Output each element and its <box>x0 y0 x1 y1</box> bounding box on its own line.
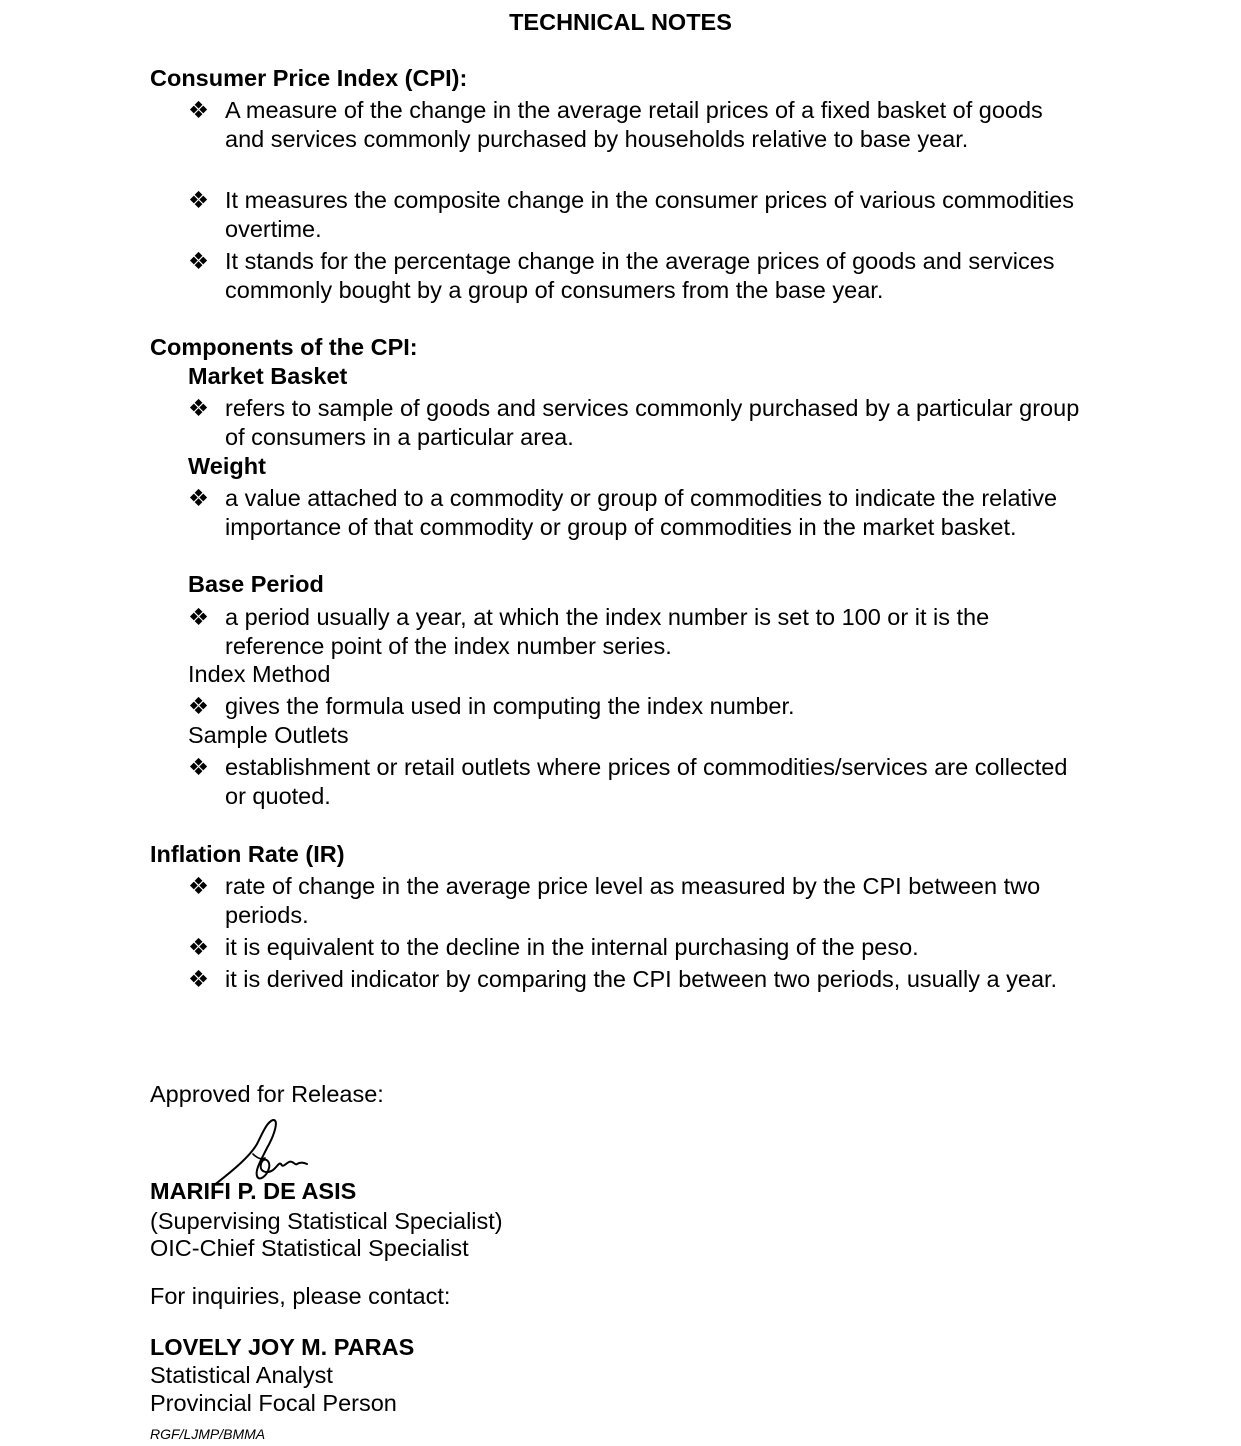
sample-outlets-text: establishment or retail outlets where prices of commodities/services are collected or quoted. <box>225 754 1068 809</box>
cpi-bullet-2 <box>188 186 1088 244</box>
market-basket-text: refers to sample of goods and services commonly purchased by a particular group of consumers in a particular area. <box>225 395 1080 450</box>
contact-role-1: Statistical Analyst <box>150 1362 333 1388</box>
diamond-bullet-icon: ❖ <box>188 966 210 992</box>
base-period-text: a period usually a year, at which the index number is set to 100 or it is the reference point of the index number series. <box>225 604 990 659</box>
inflation-bullet-text: it is derived indicator by comparing the CPI between two periods, usually a year. <box>225 966 1058 992</box>
inflation-bullet-1 <box>188 872 1088 930</box>
sample-outlets-bullet <box>188 753 1088 811</box>
diamond-bullet-icon: ❖ <box>188 187 210 213</box>
contact-role-2: Provincial Focal Person <box>150 1390 397 1416</box>
contact-name: LOVELY JOY M. PARAS <box>150 1334 415 1360</box>
index-method-bullet <box>188 692 1088 721</box>
cpi-bullet-1 <box>188 96 1088 154</box>
approver-role-1: (Supervising Statistical Specialist) <box>150 1208 503 1234</box>
weight-label: Weight <box>188 453 266 479</box>
cpi-heading: Consumer Price Index (CPI): <box>150 65 468 91</box>
sample-outlets-label: Sample Outlets <box>188 722 349 748</box>
cpi-bullet-text: It stands for the percentage change in the average prices of goods and services commonly bought by a group of consumers from the base year. <box>225 248 1055 303</box>
market-basket-label: Market Basket <box>188 363 348 389</box>
cpi-bullet-text: A measure of the change in the average retail prices of a fixed basket of goods and services commonly purchased by households relative to base year. <box>225 97 1043 152</box>
market-basket-bullet <box>188 394 1088 452</box>
base-period-label: Base Period <box>188 571 324 597</box>
reference-code: RGF/LJMP/BMMA <box>150 1426 266 1442</box>
components-heading: Components of the CPI: <box>150 334 418 360</box>
approval-label: Approved for Release: <box>150 1081 384 1107</box>
approver-name: MARIFI P. DE ASIS <box>150 1178 357 1204</box>
diamond-bullet-icon: ❖ <box>188 754 210 780</box>
diamond-bullet-icon: ❖ <box>188 873 210 899</box>
diamond-bullet-icon: ❖ <box>188 485 210 511</box>
base-period-bullet <box>188 603 1088 661</box>
cpi-bullet-3 <box>188 247 1088 305</box>
weight-bullet <box>188 484 1088 542</box>
inflation-bullet-2 <box>188 933 1088 962</box>
page-title: TECHNICAL NOTES <box>509 9 732 35</box>
inflation-heading: Inflation Rate (IR) <box>150 841 345 867</box>
index-method-text: gives the formula used in computing the index number. <box>225 693 795 719</box>
diamond-bullet-icon: ❖ <box>188 248 210 274</box>
diamond-bullet-icon: ❖ <box>188 604 210 630</box>
diamond-bullet-icon: ❖ <box>188 693 210 719</box>
inflation-bullet-3 <box>188 965 1088 994</box>
inflation-bullet-text: it is equivalent to the decline in the internal purchasing of the peso. <box>225 934 919 960</box>
index-method-label: Index Method <box>188 661 331 687</box>
diamond-bullet-icon: ❖ <box>188 934 210 960</box>
weight-text: a value attached to a commodity or group of commodities to indicate the relative importance of that commodity or group of commodities in the market basket. <box>225 485 1058 540</box>
cpi-bullet-text: It measures the composite change in the consumer prices of various commodities overtime. <box>225 187 1075 242</box>
diamond-bullet-icon: ❖ <box>188 395 210 421</box>
inflation-bullet-text: rate of change in the average price level as measured by the CPI between two periods. <box>225 873 1041 928</box>
diamond-bullet-icon: ❖ <box>188 97 210 123</box>
approver-role-2: OIC-Chief Statistical Specialist <box>150 1235 469 1261</box>
contact-label: For inquiries, please contact: <box>150 1283 451 1309</box>
